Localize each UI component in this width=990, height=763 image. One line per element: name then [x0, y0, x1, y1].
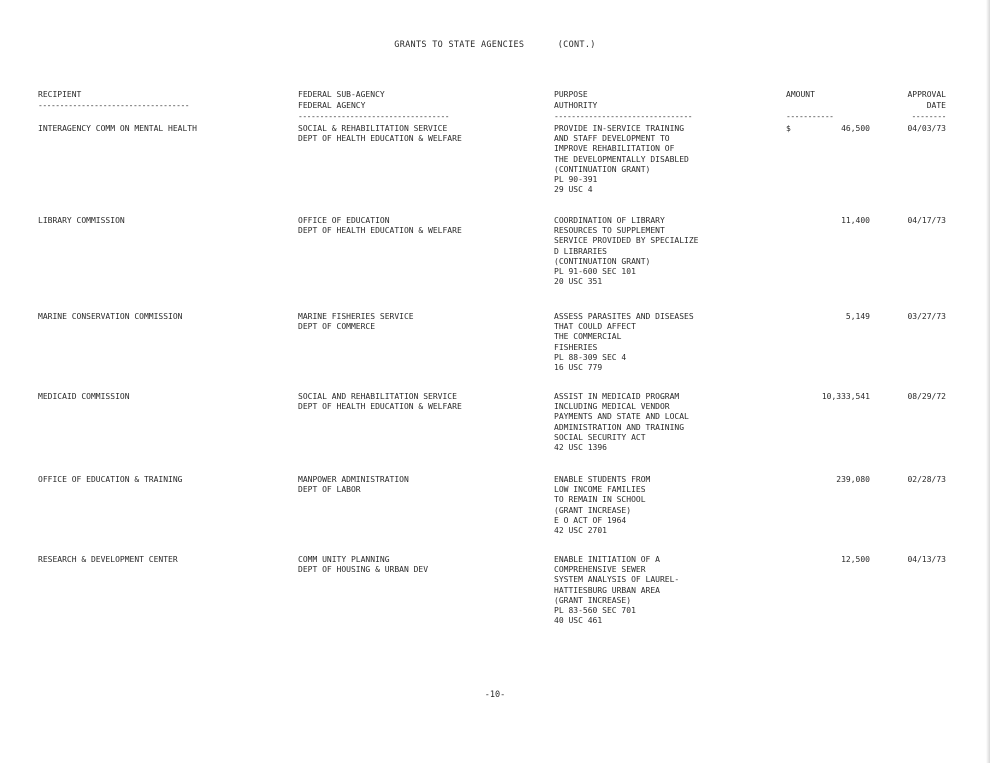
header-agency-label: FEDERAL AGENCY [298, 101, 366, 110]
approval-date-cell: 03/27/73 [907, 312, 946, 321]
agency-line: DEPT OF LABOR [298, 485, 361, 495]
purpose-line: THE COMMERCIAL [554, 332, 622, 342]
approval-date-cell: 04/03/73 [907, 124, 946, 133]
purpose-cell [554, 475, 650, 536]
purpose-line: SYSTEM ANALYSIS OF LAUREL- [554, 575, 680, 585]
approval-date-cell: 08/29/72 [907, 392, 946, 401]
purpose-line: (GRANT INCREASE) [554, 505, 632, 515]
amount-value: 10,333,541 [821, 392, 870, 401]
amount-value: 12,500 [841, 555, 870, 564]
purpose-line: LOW INCOME FAMILIES [554, 485, 646, 495]
purpose-line: (CONTINUATION GRANT) [554, 256, 651, 266]
amount-value: 46,500 [841, 124, 870, 133]
purpose-line: D LIBRARIES [554, 246, 607, 256]
purpose-line: THE DEVELOPMENTALLY DISABLED [554, 154, 689, 164]
recipient-cell: INTERAGENCY COMM ON MENTAL HEALTH [38, 124, 197, 133]
agency-line: DEPT OF HEALTH EDUCATION & WELFARE [298, 226, 462, 236]
agency-line: DEPT OF HEALTH EDUCATION & WELFARE [298, 402, 462, 412]
agency-cell [298, 312, 414, 332]
recipient-cell: RESEARCH & DEVELOPMENT CENTER [38, 555, 178, 564]
amount-value: 11,400 [841, 216, 870, 225]
purpose-line: PL 83-560 SEC 701 [554, 606, 636, 616]
purpose-line: (CONTINUATION GRANT) [554, 164, 651, 174]
header-amount [786, 78, 870, 122]
agency-line: MARINE FISHERIES SERVICE [298, 312, 414, 321]
dollar-sign: $ [786, 124, 791, 133]
purpose-line: IMPROVE REHABILITATION OF [554, 144, 675, 154]
purpose-cell [554, 216, 699, 287]
purpose-line: AND STAFF DEVELOPMENT TO [554, 134, 670, 144]
purpose-line: COORDINATION OF LIBRARY [554, 216, 665, 225]
purpose-line: SOCIAL SECURITY ACT [554, 432, 646, 442]
header-authority-label: AUTHORITY [554, 101, 598, 110]
purpose-line: ENABLE STUDENTS FROM [554, 475, 651, 484]
agency-line: DEPT OF COMMERCE [298, 322, 376, 332]
header-recipient-label: RECIPIENT [38, 90, 82, 99]
purpose-line: 42 USC 2701 [554, 526, 607, 536]
header-rule: ----------- [786, 112, 834, 121]
recipient-cell: MARINE CONSERVATION COMMISSION [38, 312, 183, 321]
agency-cell [298, 475, 409, 495]
agency-line: SOCIAL AND REHABILITATION SERVICE [298, 392, 457, 401]
purpose-cell [554, 555, 679, 626]
purpose-line: 16 USC 779 [554, 363, 603, 373]
purpose-line: FISHERIES [554, 342, 598, 352]
recipient-cell: OFFICE OF EDUCATION & TRAINING [38, 475, 183, 484]
amount-value: 5,149 [845, 312, 870, 321]
purpose-line: HATTIESBURG URBAN AREA [554, 585, 660, 595]
page-title [0, 40, 990, 50]
purpose-line: ASSIST IN MEDICAID PROGRAM [554, 392, 680, 401]
purpose-line: SERVICE PROVIDED BY SPECIALIZE [554, 236, 699, 246]
purpose-line: COMPREHENSIVE SEWER [554, 565, 646, 575]
purpose-line: ENABLE INITIATION OF A [554, 555, 660, 564]
title-cont: (CONT.) [557, 40, 596, 50]
amount-value: 239,080 [836, 475, 870, 484]
purpose-line: E O ACT OF 1964 [554, 515, 627, 525]
header-date-label: DATE [926, 101, 946, 110]
header-rule: -------------------------------- [554, 112, 693, 121]
agency-cell [298, 555, 428, 575]
purpose-line: 20 USC 351 [554, 277, 603, 287]
header-recipient [38, 78, 278, 111]
purpose-line: PL 88-309 SEC 4 [554, 352, 627, 362]
header-amount-label: AMOUNT [786, 90, 815, 99]
header-rule: -------- [911, 112, 946, 121]
purpose-line: THAT COULD AFFECT [554, 322, 636, 332]
purpose-line: (GRANT INCREASE) [554, 595, 632, 605]
title-text: GRANTS TO STATE AGENCIES [394, 40, 525, 50]
header-approval-label: APPROVAL [907, 90, 946, 99]
purpose-line: PL 91-600 SEC 101 [554, 267, 636, 277]
purpose-line: 29 USC 4 [554, 185, 593, 195]
agency-cell [298, 216, 462, 236]
purpose-cell [554, 392, 689, 453]
purpose-cell [554, 124, 689, 195]
header-approval [888, 78, 946, 122]
purpose-line: 40 USC 461 [554, 616, 603, 626]
purpose-line: TO REMAIN IN SCHOOL [554, 495, 646, 505]
agency-line: SOCIAL & REHABILITATION SERVICE [298, 124, 448, 133]
agency-line: DEPT OF HEALTH EDUCATION & WELFARE [298, 134, 462, 144]
recipient-cell: LIBRARY COMMISSION [38, 216, 125, 225]
agency-line: DEPT OF HOUSING & URBAN DEV [298, 565, 429, 575]
approval-date-cell: 02/28/73 [907, 475, 946, 484]
agency-line: OFFICE OF EDUCATION [298, 216, 390, 225]
header-subagency-label: FEDERAL SUB-AGENCY [298, 90, 385, 99]
purpose-line: PL 90-391 [554, 175, 598, 185]
header-purpose [554, 78, 774, 122]
purpose-line: PAYMENTS AND STATE AND LOCAL [554, 412, 689, 422]
page-edge-shadow [986, 0, 990, 763]
purpose-line: ASSESS PARASITES AND DISEASES [554, 312, 694, 321]
purpose-line: INCLUDING MEDICAL VENDOR [554, 402, 670, 412]
header-agency [298, 78, 538, 122]
header-rule: ----------------------------------- [298, 112, 450, 121]
approval-date-cell: 04/17/73 [907, 216, 946, 225]
approval-date-cell: 04/13/73 [907, 555, 946, 564]
purpose-line: PROVIDE IN-SERVICE TRAINING [554, 124, 685, 133]
purpose-line: ADMINISTRATION AND TRAINING [554, 422, 685, 432]
recipient-cell: MEDICAID COMMISSION [38, 392, 130, 401]
header-rule: ----------------------------------- [38, 101, 190, 110]
agency-cell [298, 124, 462, 144]
purpose-cell [554, 312, 694, 373]
agency-line: MANPOWER ADMINISTRATION [298, 475, 409, 484]
purpose-line: RESOURCES TO SUPPLEMENT [554, 226, 665, 236]
purpose-line: 42 USC 1396 [554, 443, 607, 453]
page-number: -10- [484, 690, 506, 700]
header-purpose-label: PURPOSE [554, 90, 588, 99]
agency-line: COMM UNITY PLANNING [298, 555, 390, 564]
agency-cell [298, 392, 462, 412]
